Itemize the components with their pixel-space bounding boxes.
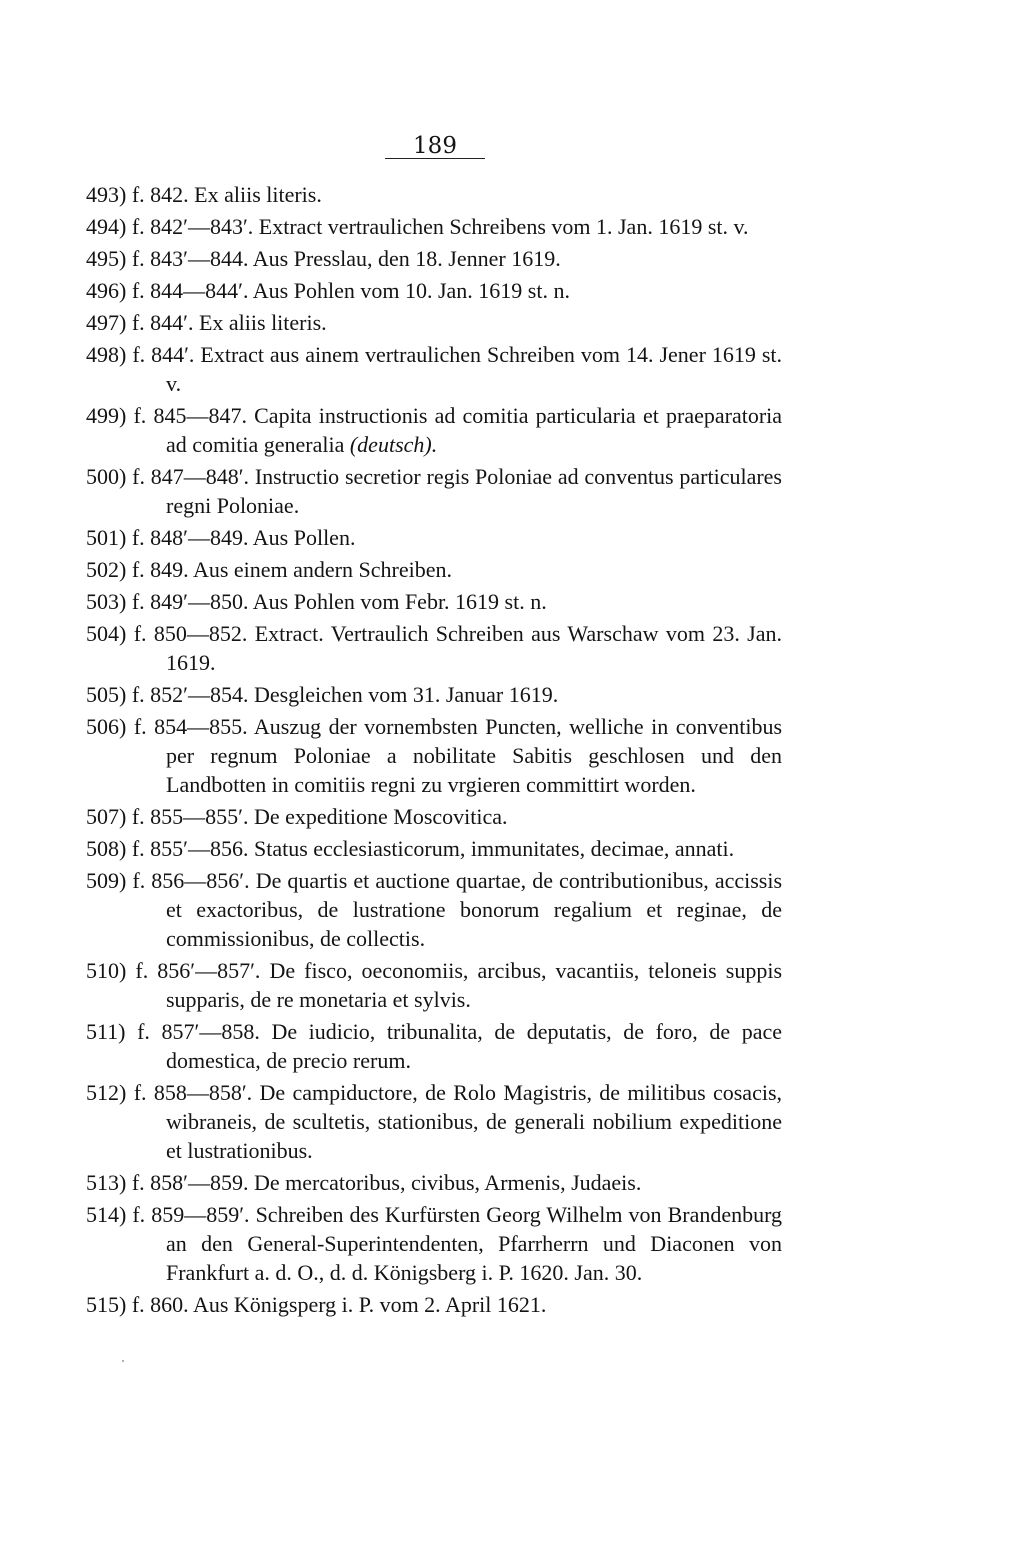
entry-number: 499) — [86, 403, 127, 428]
entry-folio: f. 849. — [131, 557, 189, 582]
entry-title: De quartis et auctione quartae, de contributionibus, accissis et exactoribus, de lustratione bonorum regalium et reginae, de commissionibus, de collectis. — [166, 868, 783, 951]
entry-folio: f. 844′. — [132, 342, 195, 367]
entry-title: De iudicio, tribunalita, de deputatis, de foro, de pace domestica, de precio rerum. — [166, 1019, 783, 1073]
entry-title: Extract aus ainem vertraulichen Schreiben vom 14. Jener 1619 st. v. — [166, 342, 783, 396]
entry-folio: f. 858′—859. — [131, 1170, 249, 1195]
entry-number: 496) — [86, 278, 127, 303]
entry-number: 507) — [86, 804, 127, 829]
entry-number: 498) — [86, 342, 127, 367]
entry-title: Ex aliis literis. — [194, 182, 322, 207]
list-item — [86, 712, 782, 799]
list-item — [86, 308, 782, 337]
entry-folio: f. 859—859′. — [132, 1202, 250, 1227]
list-item — [86, 834, 782, 863]
entry-folio: f. 844—844′. — [131, 278, 249, 303]
entry-number: 514) — [86, 1202, 127, 1227]
entry-title: Aus Königsperg i. P. vom 2. April 1621. — [192, 1292, 547, 1317]
entry-title: Schreiben des Kurfürsten Georg Wilhelm von Brandenburg an den General-Superintendenten, Pfarrherrn und Diaconen von Frankfurt a. d. O., d. d. Königsberg i. P. 1620. Jan. 30. — [166, 1202, 783, 1285]
entry-title: De fisco, oeconomiis, arcibus, vacantiis, teloneis suppis supparis, de re monetaria et sylvis. — [166, 958, 783, 1012]
entry-number: 502) — [86, 557, 127, 582]
entry-number: 506) — [86, 714, 127, 739]
entry-folio: f. 845—847. — [133, 403, 247, 428]
entry-title: Status ecclesiasticorum, immunitates, decimae, annati. — [253, 836, 735, 861]
entry-number: 494) — [86, 214, 127, 239]
entry-folio: f. 854—855. — [133, 714, 248, 739]
entry-folio: f. 844′. — [131, 310, 194, 335]
list-item — [86, 401, 782, 459]
entry-title: Aus einem andern Schreiben. — [192, 557, 452, 582]
entry-title: Ex aliis literis. — [198, 310, 327, 335]
entry-language-note: (deutsch). — [349, 432, 438, 457]
entry-title: Desgleichen vom 31. Januar 1619. — [253, 682, 559, 707]
entry-number: 508) — [86, 836, 127, 861]
entry-number: 515) — [86, 1292, 127, 1317]
entry-title: Extract. Vertraulich Schreiben aus Warschaw vom 23. Jan. 1619. — [166, 621, 782, 675]
entry-number: 503) — [86, 589, 127, 614]
entry-number: 493) — [86, 182, 127, 207]
entry-folio: f. 856′—857′. — [135, 958, 261, 983]
entry-title: Aus Presslau, den 18. Jenner 1619. — [252, 246, 561, 271]
list-item — [86, 462, 782, 520]
entry-title: De expeditione Moscovitica. — [253, 804, 508, 829]
list-item — [86, 1200, 782, 1287]
list-item — [86, 680, 782, 709]
entry-folio: f. 852′—854. — [131, 682, 249, 707]
list-item — [86, 1078, 782, 1165]
paper-speck — [122, 1360, 124, 1362]
entry-folio: f. 843′—844. — [131, 246, 249, 271]
list-item — [86, 587, 782, 616]
entry-folio: f. 858—858′. — [133, 1080, 253, 1105]
list-item — [86, 956, 782, 1014]
list-item — [86, 802, 782, 831]
list-item — [86, 244, 782, 273]
list-item — [86, 340, 782, 398]
entry-folio: f. 850—852. — [133, 621, 248, 646]
entry-folio: f. 842. — [131, 182, 189, 207]
list-item — [86, 180, 782, 209]
entry-number: 511) — [86, 1019, 126, 1044]
entry-number: 495) — [86, 246, 127, 271]
page-number: 189 — [413, 133, 457, 159]
list-item — [86, 212, 782, 241]
entry-title: De mercatoribus, civibus, Armenis, Judaeis. — [253, 1170, 642, 1195]
entry-number: 509) — [86, 868, 127, 893]
entry-title: Auszug der vornembsten Puncten, welliche in conventibus per regnum Poloniae a nobilitate Sabitis geschlosen und den Landbotten in comitiis regni zu vrgieren committirt worden. — [166, 714, 783, 797]
entry-folio: f. 855′—856. — [131, 836, 249, 861]
list-item — [86, 1017, 782, 1075]
entry-number: 505) — [86, 682, 127, 707]
entry-folio: f. 857′—858. — [137, 1019, 260, 1044]
entry-folio: f. 856—856′. — [132, 868, 250, 893]
list-item — [86, 276, 782, 305]
entry-title: Instructio secretior regis Poloniae ad conventus particulares regni Poloniae. — [166, 464, 782, 518]
list-item — [86, 555, 782, 584]
entry-title: Aus Pollen. — [252, 525, 356, 550]
entry-number: 504) — [86, 621, 127, 646]
entry-folio: f. 848′—849. — [131, 525, 249, 550]
list-item — [86, 1290, 782, 1319]
header-rule — [385, 158, 485, 159]
list-item — [86, 619, 782, 677]
entry-number: 512) — [86, 1080, 127, 1105]
entry-number: 513) — [86, 1170, 127, 1195]
entry-number: 497) — [86, 310, 127, 335]
entry-title: De campiductore, de Rolo Magistris, de militibus cosacis, wibraneis, de scultetis, stationibus, de generali nobilium expeditione et lustrationibus. — [166, 1080, 783, 1163]
list-item — [86, 1168, 782, 1197]
entry-folio: f. 860. — [131, 1292, 189, 1317]
entry-folio: f. 842′—843′. — [131, 214, 254, 239]
entry-number: 501) — [86, 525, 127, 550]
entry-number: 500) — [86, 464, 127, 489]
entry-title: Capita instructionis ad comitia particularia et praeparatoria ad comitia generalia — [166, 403, 783, 457]
entry-folio: f. 847—848′. — [132, 464, 250, 489]
entry-title: Extract vertraulichen Schreibens vom 1. Jan. 1619 st. v. — [258, 214, 749, 239]
entry-number: 510) — [86, 958, 127, 983]
entry-folio: f. 849′—850. — [131, 589, 249, 614]
list-item — [86, 523, 782, 552]
entry-title: Aus Pohlen vom Febr. 1619 st. n. — [252, 589, 547, 614]
entry-title: Aus Pohlen vom 10. Jan. 1619 st. n. — [252, 278, 570, 303]
entry-list — [86, 180, 782, 1322]
entry-folio: f. 855—855′. — [131, 804, 249, 829]
list-item — [86, 866, 782, 953]
